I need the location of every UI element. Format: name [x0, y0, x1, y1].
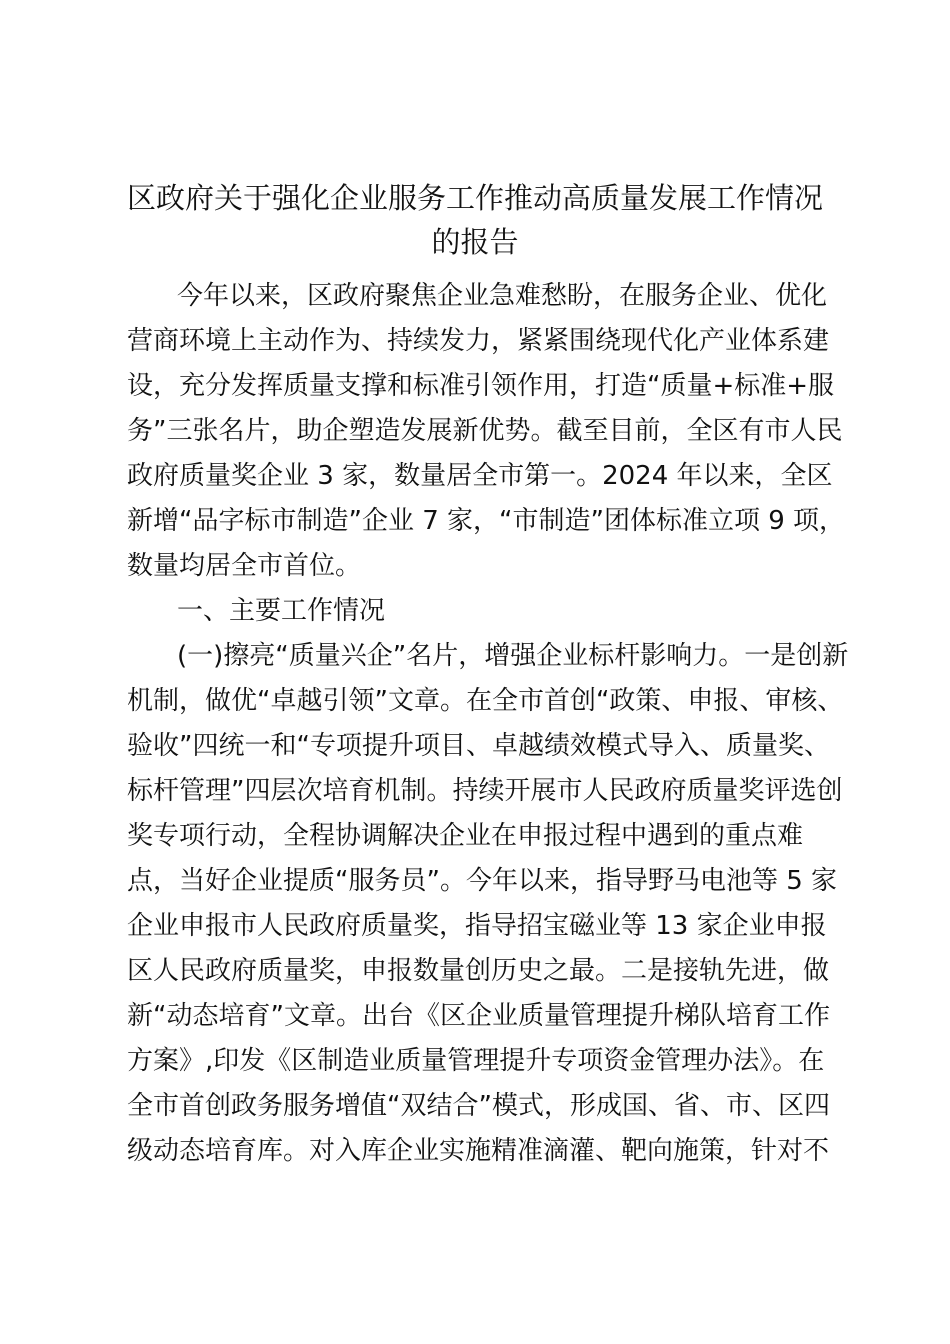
section-heading: 一、主要工作情况 — [177, 596, 386, 626]
paragraph-line: 设，充分发挥质量支撑和标准引领作用，打造“质量+标准+服 — [127, 371, 835, 401]
paragraph-line: 级动态培育库。对入库企业实施精准滴灌、靶向施策，针对不 — [127, 1136, 830, 1166]
document-title-line: 区政府关于强化企业服务工作推动高质量发展工作情况 — [126, 181, 823, 215]
paragraph-line: 区人民政府质量奖，申报数量创历史之最。二是接轨先进，做 — [127, 956, 830, 986]
paragraph-line: 新增“品字标市制造”企业 7 家，“市制造”团体标准立项 9 项， — [127, 506, 846, 536]
paragraph-line: 今年以来，区政府聚焦企业急难愁盼，在服务企业、优化 — [177, 281, 828, 311]
paragraph-line: 企业申报市人民政府质量奖，指导招宝磁业等 13 家企业申报 — [127, 911, 827, 941]
paragraph-line: 点，当好企业提质“服务员”。今年以来，指导野马电池等 5 家 — [127, 866, 838, 896]
paragraph-line: 全市首创政务服务增值“双结合”模式，形成国、省、市、区四 — [127, 1091, 830, 1121]
document-title-line: 的报告 — [431, 225, 519, 259]
paragraph-line: 务”三张名片，助企塑造发展新优势。截至目前，全区有市人民 — [127, 416, 843, 446]
paragraph-line: 新“动态培育”文章。出台《区企业质量管理提升梯队培育工作 — [127, 1001, 830, 1031]
paragraph-line: 营商环境上主动作为、持续发力，紧紧围绕现代化产业体系建 — [127, 326, 830, 356]
document-title — [120, 176, 830, 264]
paragraph-line: 数量均居全市首位。 — [127, 551, 362, 581]
paragraph-line: 政府质量奖企业 3 家，数量居全市第一。2024 年以来，全区 — [127, 461, 833, 491]
paragraph-line: 机制，做优“卓越引领”文章。在全市首创“政策、申报、审核、 — [127, 686, 844, 716]
paragraph-line: 奖专项行动，全程协调解决企业在申报过程中遇到的重点难 — [127, 821, 804, 851]
paragraph-line: 方案》,印发《区制造业质量管理提升专项资金管理办法》。在 — [127, 1046, 825, 1076]
paragraph-line: 验收”四统一和“专项提升项目、卓越绩效模式导入、质量奖、 — [127, 731, 830, 761]
paragraph-line: (一)擦亮“质量兴企”名片，增强企业标杆影响力。一是创新 — [177, 641, 849, 671]
paragraph-line: 标杆管理”四层次培育机制。持续开展市人民政府质量奖评选创 — [127, 776, 843, 806]
